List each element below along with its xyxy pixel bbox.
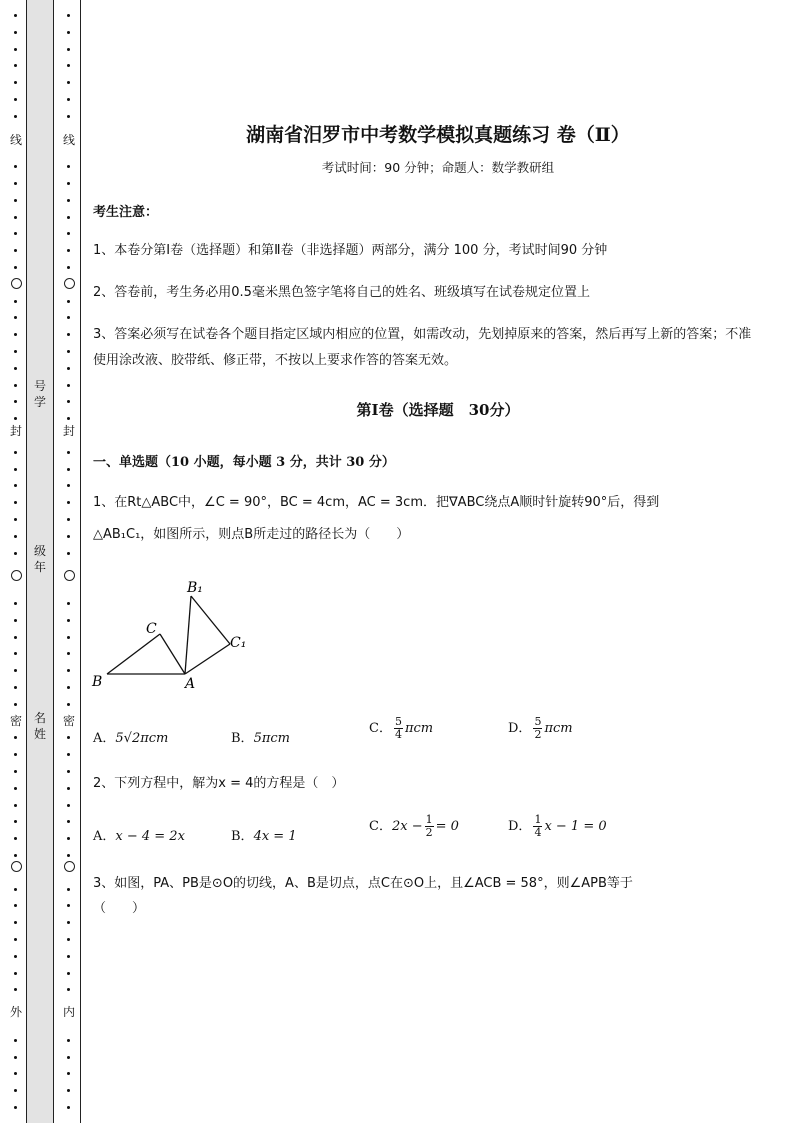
q2-option-a-text: x − 4 = 2x	[115, 829, 185, 844]
field-grade-label: 级年	[33, 544, 46, 574]
binding-dot	[14, 468, 17, 471]
inner-circle-1	[64, 278, 75, 289]
fraction-denominator: 2	[534, 728, 542, 741]
binding-dot	[67, 535, 70, 538]
binding-dot	[67, 972, 70, 975]
question-1-stem-line-1: 1、在Rt△ABC中，∠C = 90°，BC = 4cm，AC = 3cm．把∇ABC绕点A顺时针旋转90°后，得到	[93, 495, 660, 510]
binding-dot	[14, 115, 17, 118]
binding-dot	[14, 501, 17, 504]
fraction-numerator: 5	[394, 715, 402, 728]
section-title: 第Ⅰ卷（选择题 30分）	[356, 401, 520, 419]
binding-dot	[67, 199, 70, 202]
q1-option-d[interactable]	[508, 716, 573, 741]
binding-dot	[67, 1106, 70, 1109]
inner-char-line: 线	[62, 133, 75, 147]
binding-dot	[14, 1106, 17, 1109]
binding-dot	[67, 820, 70, 823]
q1-option-c-tail: πcm	[404, 721, 434, 736]
binding-dot	[67, 333, 70, 336]
binding-dot	[14, 703, 17, 706]
q2-option-a-letter: A．	[93, 829, 116, 844]
binding-dot	[67, 1072, 70, 1075]
binding-dot	[14, 1039, 17, 1042]
q1-option-b[interactable]	[231, 727, 290, 746]
binding-dot	[14, 804, 17, 807]
binding-dot	[67, 988, 70, 991]
fraction-numerator: 1	[425, 813, 433, 826]
binding-dot	[67, 770, 70, 773]
binding-dot	[67, 888, 70, 891]
binding-dot	[14, 81, 17, 84]
binding-dot	[14, 316, 17, 319]
q2-option-d[interactable]	[508, 814, 607, 839]
binding-dot	[67, 837, 70, 840]
binding-dot	[67, 417, 70, 420]
binding-dot	[14, 199, 17, 202]
binding-dot	[67, 552, 70, 555]
label-c: C	[146, 621, 157, 637]
binding-dot	[67, 669, 70, 672]
binding-dot	[67, 350, 70, 353]
label-b: B	[92, 674, 103, 690]
binding-dot	[14, 48, 17, 51]
binding-dot	[67, 602, 70, 605]
q1-option-a-letter: A．	[93, 731, 116, 746]
q2-option-d-fraction	[533, 814, 542, 839]
binding-dot	[14, 518, 17, 521]
binding-dot	[14, 1072, 17, 1075]
binding-dot	[14, 686, 17, 689]
binding-dot	[67, 384, 70, 387]
binding-dot	[14, 350, 17, 353]
binding-dot	[67, 636, 70, 639]
binding-dot	[67, 484, 70, 487]
q1-option-b-letter: B．	[231, 731, 254, 746]
notice-item-2: 2、答卷前，考生务必用0.5毫米黑色签字笔将自己的姓名、班级填写在试卷规定位置上	[93, 285, 590, 300]
binding-dot	[67, 904, 70, 907]
q2-option-a[interactable]	[93, 825, 185, 844]
binding-dot	[67, 64, 70, 67]
segment-bc	[107, 634, 160, 674]
q1-option-c[interactable]	[369, 716, 433, 741]
binding-dot	[67, 804, 70, 807]
binding-dot	[67, 48, 70, 51]
binding-dot	[67, 619, 70, 622]
binding-dot	[14, 249, 17, 252]
binding-line-right	[80, 0, 81, 1123]
binding-dot	[67, 316, 70, 319]
label-c1: C₁	[230, 635, 247, 651]
binding-dot	[67, 518, 70, 521]
question-3-stem-line-2: （ ）	[93, 901, 146, 916]
field-name-label: 名姓	[33, 711, 46, 741]
binding-dot	[14, 451, 17, 454]
fraction-numerator: 1	[534, 813, 542, 826]
outer-char-outside: 外	[9, 1005, 22, 1019]
binding-dot	[67, 266, 70, 269]
binding-dot	[14, 216, 17, 219]
question-2-stem: 2、下列方程中，解为x = 4的方程是（ ）	[93, 776, 345, 791]
inner-char-seal: 封	[62, 424, 75, 438]
fraction-numerator: 5	[534, 715, 542, 728]
binding-dot	[14, 787, 17, 790]
binding-dot	[14, 165, 17, 168]
binding-dot	[14, 484, 17, 487]
binding-dot	[14, 904, 17, 907]
binding-dot	[67, 451, 70, 454]
binding-dot	[14, 400, 17, 403]
notice-item-3: 3、答案必须写在试卷各个题目指定区域内相应的位置，如需改动，先划掉原来的答案，然后再写上新的答案；不准使用涂改液、胶带纸、修正带，不按以上要求作答的答案无效。	[93, 327, 752, 368]
binding-dot	[14, 955, 17, 958]
binding-dot	[14, 619, 17, 622]
binding-dot	[14, 972, 17, 975]
outer-circle-3	[11, 861, 22, 872]
binding-dot	[14, 837, 17, 840]
binding-dot	[14, 552, 17, 555]
binding-line-left	[26, 0, 27, 1123]
part-title: 一、单选题（10 小题，每小题 3 分，共计 30 分）	[93, 455, 395, 470]
binding-dot	[67, 182, 70, 185]
binding-dot	[14, 652, 17, 655]
notice-heading: 考生注意：	[93, 205, 159, 220]
inner-circle-3	[64, 861, 75, 872]
q2-option-b-text: 4x = 1	[253, 829, 297, 844]
binding-dot	[14, 182, 17, 185]
binding-dot	[67, 753, 70, 756]
q2-option-c-pre: 2x −	[391, 819, 423, 834]
binding-margin	[0, 0, 82, 1123]
binding-dot	[67, 14, 70, 17]
outer-char-line: 线	[9, 133, 22, 147]
field-student-id-label: 号学	[33, 379, 46, 409]
q2-option-d-letter: D．	[508, 819, 532, 834]
binding-dot	[14, 417, 17, 420]
binding-dot	[67, 703, 70, 706]
binding-dot	[14, 1056, 17, 1059]
binding-dot	[67, 468, 70, 471]
binding-dot	[67, 31, 70, 34]
q1-option-d-fraction	[533, 716, 542, 741]
question-3-stem-line-1: 3、如图，PA、PB是⊙O的切线，A、B是切点，点C在⊙O上，且∠ACB = 58°，则∠APB等于	[93, 876, 633, 891]
question-1-figure	[90, 576, 260, 694]
fraction-denominator: 4	[534, 826, 542, 839]
binding-dot	[67, 938, 70, 941]
binding-dot	[67, 787, 70, 790]
binding-dot	[14, 736, 17, 739]
binding-dot	[67, 400, 70, 403]
segment-b1c1	[191, 596, 230, 644]
fraction-denominator: 2	[425, 826, 433, 839]
binding-dot	[14, 602, 17, 605]
q2-option-b-letter: B．	[231, 829, 254, 844]
q1-option-a[interactable]	[93, 727, 168, 746]
binding-dot	[14, 820, 17, 823]
q1-option-d-tail: πcm	[544, 721, 573, 736]
binding-dot	[67, 955, 70, 958]
binding-dot	[14, 753, 17, 756]
label-b1: B₁	[187, 580, 203, 596]
binding-dot	[67, 854, 70, 857]
q1-option-d-letter: D．	[508, 721, 532, 736]
notice-item-1: 1、本卷分第Ⅰ卷（选择题）和第Ⅱ卷（非选择题）两部分，满分 100 分，考试时间90 分钟	[93, 243, 608, 258]
binding-dot	[67, 1056, 70, 1059]
q2-option-c[interactable]	[369, 814, 459, 839]
segment-ac1	[185, 644, 230, 674]
binding-dot	[14, 64, 17, 67]
exam-subtitle: 考试时间：90 分钟；命题人：数学教研组	[321, 160, 555, 175]
inner-char-inside: 内	[62, 1005, 75, 1019]
outer-dotted-line	[9, 0, 23, 1123]
q1-option-a-text: 5√2πcm	[115, 731, 169, 746]
binding-dot	[14, 921, 17, 924]
binding-dot	[67, 367, 70, 370]
binding-dot	[14, 333, 17, 336]
binding-dot	[67, 501, 70, 504]
binding-dot	[67, 300, 70, 303]
binding-dot	[67, 165, 70, 168]
binding-dot	[14, 98, 17, 101]
binding-dot	[67, 232, 70, 235]
binding-dot	[67, 1089, 70, 1092]
binding-dot	[67, 686, 70, 689]
binding-dot	[14, 888, 17, 891]
q1-option-b-text: 5πcm	[253, 731, 290, 746]
binding-dot	[14, 367, 17, 370]
binding-dot	[67, 249, 70, 252]
fraction-denominator: 4	[394, 728, 402, 741]
q2-option-c-letter: C．	[369, 819, 392, 834]
binding-dot	[14, 535, 17, 538]
q2-option-d-tail: x − 1 = 0	[544, 819, 607, 834]
segment-ab1	[185, 596, 191, 674]
binding-dot	[14, 14, 17, 17]
question-1-stem-line-2: △AB₁C₁，如图所示，则点B所走过的路径长为（ ）	[93, 527, 410, 542]
binding-dot	[14, 770, 17, 773]
binding-dot	[14, 300, 17, 303]
q2-option-b[interactable]	[231, 825, 297, 844]
binding-dot	[14, 232, 17, 235]
exam-title: 湖南省汨罗市中考数学模拟真题练习 卷（Ⅱ）	[246, 124, 630, 146]
label-a: A	[185, 676, 196, 692]
outer-circle-1	[11, 278, 22, 289]
binding-dot	[14, 636, 17, 639]
q2-option-c-tail: = 0	[435, 819, 459, 834]
outer-char-secret: 密	[9, 714, 22, 728]
inner-dotted-line	[62, 0, 76, 1123]
segment-ca	[160, 634, 185, 674]
binding-dot	[14, 854, 17, 857]
binding-dot	[14, 31, 17, 34]
q1-option-c-fraction	[394, 716, 403, 741]
binding-dot	[14, 938, 17, 941]
binding-dot	[14, 266, 17, 269]
binding-dot	[67, 216, 70, 219]
binding-dot	[67, 921, 70, 924]
outer-circle-2	[11, 570, 22, 581]
binding-dot	[14, 1089, 17, 1092]
binding-dot	[67, 98, 70, 101]
binding-dot	[67, 81, 70, 84]
binding-dot	[67, 736, 70, 739]
outer-char-seal: 封	[9, 424, 22, 438]
q1-option-c-letter: C．	[369, 721, 392, 736]
binding-dot	[14, 988, 17, 991]
binding-dot	[67, 1039, 70, 1042]
binding-line-mid	[53, 0, 54, 1123]
binding-dot	[67, 115, 70, 118]
binding-dot	[14, 384, 17, 387]
inner-circle-2	[64, 570, 75, 581]
binding-dot	[14, 669, 17, 672]
binding-dot	[67, 652, 70, 655]
q2-option-c-fraction	[425, 814, 434, 839]
inner-char-secret: 密	[62, 714, 75, 728]
